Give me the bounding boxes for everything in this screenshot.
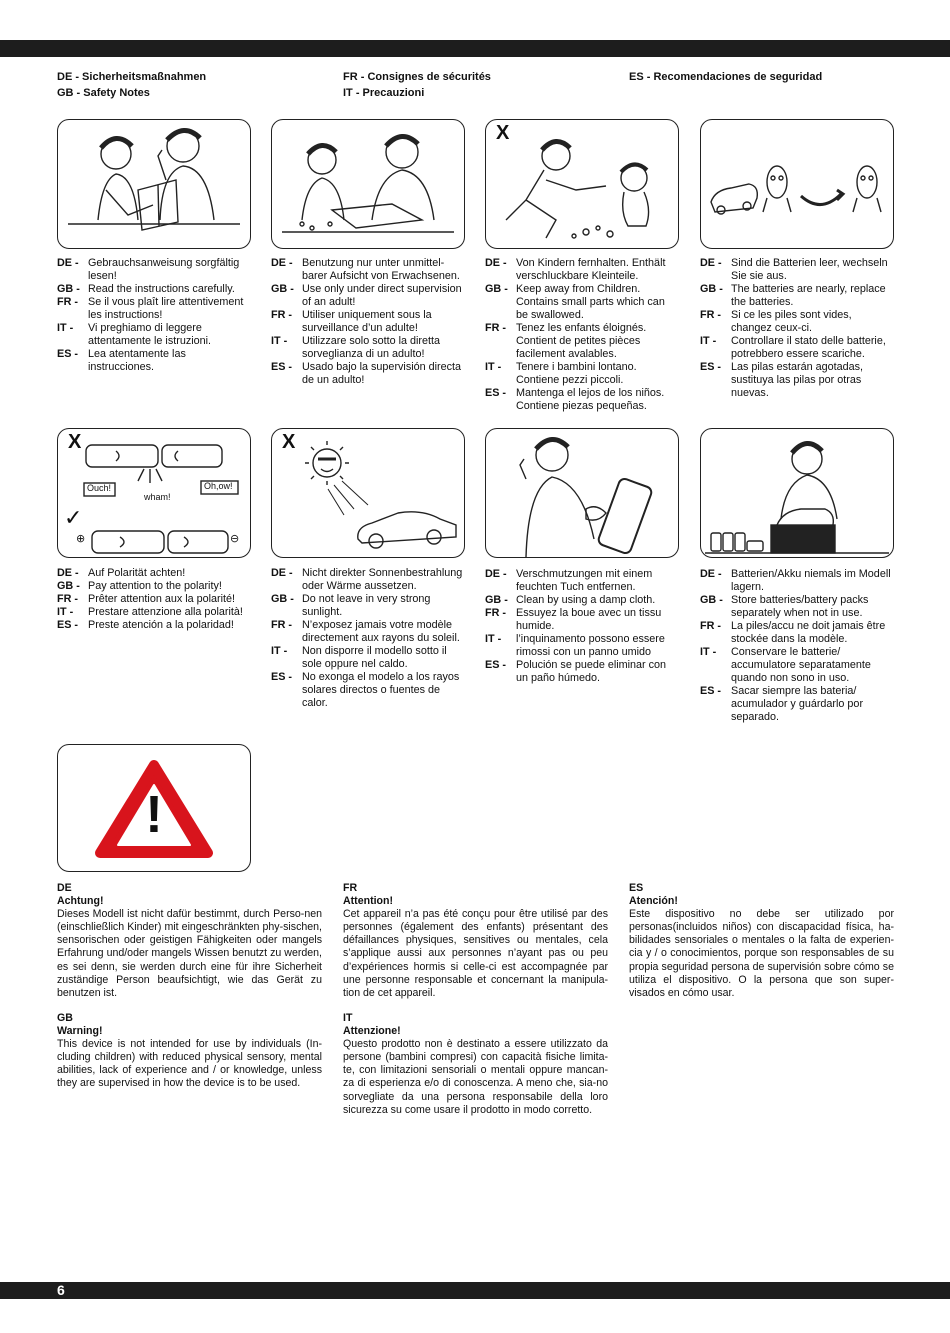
- header-fr: FR - Consignes de sécurités: [343, 71, 491, 83]
- warning-code: FR: [343, 882, 358, 894]
- warning-gb: [57, 1012, 322, 1091]
- lang-label: GB -: [700, 283, 723, 295]
- note-text: l’inquinamento possono essere rimossi con un panno umido: [516, 633, 665, 658]
- note-row: [700, 309, 892, 335]
- note-text: Tenere i bambini lontano. Contiene pezzi piccoli.: [516, 361, 637, 386]
- note-text: Use only under direct supervision of an adult!: [302, 283, 462, 308]
- panel-polarity: [57, 428, 251, 558]
- note-row: [57, 619, 249, 632]
- note-row: [700, 257, 892, 283]
- lang-label: GB -: [271, 593, 294, 605]
- warning-title: Attention!: [343, 895, 394, 908]
- note-row: [57, 580, 249, 593]
- lang-label: FR -: [57, 296, 78, 308]
- note-row: [271, 361, 463, 387]
- note-row: [271, 567, 463, 593]
- note-text: Nicht direkter Sonnenbestrahlung oder Wärme aussetzen.: [302, 567, 463, 592]
- note-text: Von Kindern fernhalten. Enthält verschluckbare Kleinteile.: [516, 257, 666, 282]
- battery-storage-illustration: [701, 429, 893, 557]
- bottom-bar: [0, 1282, 950, 1299]
- note-text: Utilizzare solo sotto la diretta sorveglianza di un adulto!: [302, 335, 441, 360]
- lang-label: FR -: [700, 620, 721, 632]
- note-text: Batterien/Akku niemals im Modell lagern.: [731, 568, 891, 593]
- note-text: Usado bajo la supervisión directa de un adulto!: [302, 361, 462, 386]
- notes-adult-supervision: [271, 257, 463, 387]
- note-row: [271, 645, 463, 671]
- note-row: [57, 257, 249, 283]
- note-row: [57, 322, 249, 348]
- note-text: Sacar siempre las bateria/ acumulador y guárdarlo por separado.: [731, 685, 864, 723]
- note-text: The batteries are nearly, replace the batteries.: [731, 283, 886, 308]
- lang-label: IT -: [271, 335, 288, 347]
- warning-title: Warning!: [57, 1025, 103, 1038]
- note-text: Auf Polarität achten!: [88, 567, 186, 579]
- notes-replace-batteries: [700, 257, 892, 400]
- warning-it: [343, 1012, 608, 1117]
- note-row: [700, 620, 892, 646]
- note-row: [485, 568, 677, 594]
- lang-label: FR -: [271, 309, 292, 321]
- note-text: Tenez les enfants éloignés. Contient de petites pièces facilement avalables.: [516, 322, 647, 360]
- notes-store-batteries: [700, 568, 892, 724]
- note-row: [700, 685, 892, 724]
- panel-adult-supervision: [271, 119, 465, 249]
- note-text: Conservare le batterie/ accumulatore separatamente quando non sono in uso.: [731, 646, 871, 684]
- lang-label: ES -: [271, 671, 292, 683]
- lang-label: FR -: [271, 619, 292, 631]
- warning-title: Achtung!: [57, 895, 104, 908]
- note-row: [700, 335, 892, 361]
- note-row: [485, 607, 677, 633]
- reading-people-illustration: [58, 120, 250, 248]
- lang-label: GB -: [57, 580, 80, 592]
- note-text: Clean by using a damp cloth.: [516, 594, 656, 606]
- lang-label: GB -: [485, 283, 508, 295]
- lang-label: DE -: [271, 567, 293, 579]
- note-row: [57, 593, 249, 606]
- warning-text: Este dispositivo no debe ser utilizado por personas(incluidos niños) con discapacidad física, ha-bilidades sensoriales o mentales o la falta de experien-cia y / o conocimientos, porque son responsables de su propia seguridad persona de supervisión sobre cómo se utiliza el dispositivo. O la persona que son super-visados en cómo usar.: [629, 908, 894, 999]
- note-row: [271, 309, 463, 335]
- note-row: [700, 361, 892, 400]
- note-row: [271, 335, 463, 361]
- note-row: [485, 633, 677, 659]
- lang-label: FR -: [485, 322, 506, 334]
- warning-code: IT: [343, 1012, 353, 1024]
- warning-text: Cet appareil n’a pas été conçu pour être utilisé par des personnes (également des enfants) présentant des défaillances physiques, sensitives ou mentales, cela s’applique aussi aux personnes n’ayant pas ou peu d’expériences hormis si celle-ci est accompagnée par une personne responsable et concernant la manipula-tion de cet appareil.: [343, 908, 608, 999]
- warning-fr: [343, 882, 608, 1000]
- note-text: Gebrauchsanweisung sorgfältig lesen!: [88, 257, 240, 282]
- top-bar: [0, 40, 950, 57]
- ohow-label: Oh,ow!: [204, 481, 233, 491]
- note-text: Polución se puede eliminar con un paño húmedo.: [516, 659, 667, 684]
- note-text: Verschmutzungen mit einem feuchten Tuch entfernen.: [516, 568, 653, 593]
- note-text: Benutzung nur unter unmittel-barer Aufsicht von Erwachsenen.: [302, 257, 460, 282]
- notes-polarity: [57, 567, 249, 632]
- x-mark-icon: X: [282, 431, 296, 453]
- note-row: [271, 671, 463, 710]
- note-row: [271, 619, 463, 645]
- note-text: N’exposez jamais votre modèle directement aux rayons du soleil.: [302, 619, 460, 644]
- supervision-illustration: [272, 120, 464, 248]
- note-text: Vi preghiamo di leggere attentamente le istruzioni.: [88, 322, 212, 347]
- panel-store-batteries: [700, 428, 894, 558]
- note-text: La piles/accu ne doit jamais être stockée dans la modèle.: [731, 620, 886, 645]
- minus-terminal-icon: ⊖: [230, 533, 240, 545]
- note-text: Essuyez la boue avec un tissu humide.: [516, 607, 662, 632]
- panel-replace-batteries: [700, 119, 894, 249]
- lang-label: FR -: [57, 593, 78, 605]
- lang-label: IT -: [57, 606, 74, 618]
- plus-terminal-icon: ⊕: [76, 533, 86, 545]
- warning-title: Atención!: [629, 895, 678, 908]
- lang-label: GB -: [271, 283, 294, 295]
- check-icon: ✓: [64, 505, 83, 530]
- lang-label: ES -: [57, 619, 78, 631]
- note-text: No exonga el modelo a los rayos solares directos o fuentes de calor.: [302, 671, 460, 709]
- x-mark-icon: X: [68, 431, 82, 453]
- header-de: DE - Sicherheitsmaßnahmen: [57, 71, 207, 83]
- note-text: Do not leave in very strong sunlight.: [302, 593, 431, 618]
- note-row: [485, 594, 677, 607]
- lang-label: DE -: [485, 257, 507, 269]
- lang-label: ES -: [57, 348, 78, 360]
- note-row: [700, 646, 892, 685]
- panel-sunlight: [271, 428, 465, 558]
- lang-label: IT -: [57, 322, 74, 334]
- lang-label: FR -: [700, 309, 721, 321]
- note-row: [485, 283, 677, 322]
- exclamation-glyph: !: [145, 786, 163, 844]
- note-text: Si ce les piles sont vides, changez ceux-ci.: [731, 309, 852, 334]
- note-row: [700, 283, 892, 309]
- note-text: Mantenga el lejos de los niños. Contiene piezas pequeñas.: [516, 387, 665, 412]
- warning-text: This device is not intended for use by individuals (In-cluding children) with reduced physical sensory, mental abilities, lack of experience and / or knowledge, unless they are supervised in how the device is to be used.: [57, 1038, 322, 1090]
- lang-label: GB -: [57, 283, 80, 295]
- warning-code: ES: [629, 882, 644, 894]
- warning-es: [629, 882, 894, 1000]
- notes-keep-from-children: [485, 257, 677, 413]
- panel-cleaning: [485, 428, 679, 558]
- note-text: Sind die Batterien leer, wechseln Sie sie aus.: [731, 257, 888, 282]
- note-row: [271, 593, 463, 619]
- note-row: [485, 257, 677, 283]
- lang-label: GB -: [485, 594, 508, 606]
- cleaning-car-illustration: [486, 429, 678, 557]
- lang-label: DE -: [271, 257, 293, 269]
- notes-cleaning: [485, 568, 677, 685]
- note-row: [485, 361, 677, 387]
- lang-label: ES -: [700, 685, 721, 697]
- wham-label: wham!: [144, 492, 171, 502]
- note-row: [700, 568, 892, 594]
- note-text: Prêter attention aux la polarité!: [88, 593, 236, 605]
- lang-label: IT -: [700, 335, 717, 347]
- page-number: 6: [57, 1282, 65, 1298]
- note-text: Keep away from Children. Contains small parts which can be swallowed.: [516, 283, 665, 321]
- lang-label: DE -: [700, 257, 722, 269]
- x-mark-icon: X: [496, 122, 510, 144]
- notes-sunlight: [271, 567, 463, 710]
- note-row: [271, 257, 463, 283]
- lang-label: ES -: [700, 361, 721, 373]
- note-row: [57, 283, 249, 296]
- lang-label: IT -: [271, 645, 288, 657]
- header-gb: GB - Safety Notes: [57, 86, 150, 99]
- note-row: [57, 348, 249, 374]
- header-es: ES - Recomendaciones de seguridad: [629, 71, 823, 83]
- warning-text: Dieses Modell ist nicht dafür bestimmt, durch Perso-nen (einschließlich Kinder) mit eingeschränkten phy-sischen, sensorischen oder geistigen Fähigkeiten oder mangels Erfahrung und/oder mangels Wissen benutzt zu werden, es sei denn, sie werden durch eine für ihre Sicherheit zuständige Person beaufsichtigt, wie das Gerät zu benutzen ist.: [57, 908, 322, 999]
- note-text: Lea atentamente las instrucciones.: [88, 348, 186, 373]
- lang-label: DE -: [485, 568, 507, 580]
- note-text: Las pilas estarán agotadas, sustituya las pilas por otras nuevas.: [731, 361, 864, 399]
- lang-label: ES -: [485, 659, 506, 671]
- note-text: Read the instructions carefully.: [88, 283, 235, 295]
- note-row: [485, 322, 677, 361]
- note-row: [57, 296, 249, 322]
- lang-label: DE -: [57, 567, 79, 579]
- lang-label: IT -: [485, 361, 502, 373]
- warning-de: [57, 882, 322, 1000]
- panel-read-instructions: [57, 119, 251, 249]
- note-row: [271, 283, 463, 309]
- note-text: Pay attention to the polarity!: [88, 580, 222, 592]
- header-it: IT - Precauzioni: [343, 86, 425, 99]
- warning-code: GB: [57, 1012, 73, 1024]
- note-row: [700, 594, 892, 620]
- note-text: Controllare il stato delle batterie, potrebbero essere scariche.: [731, 335, 886, 360]
- warning-text: Questo prodotto non è destinato a essere utilizzato da persone (bambini compresi) con capacità fisiche limita-te, con limitazioni sensoriali o mentali oppure mancan-za di esperienza e/o di conoscenza. A meno che, sia-no sorvegliate da una persona responsabile della loro sicurezza su come usare il prodotto in modo corretto.: [343, 1038, 608, 1116]
- note-text: Store batteries/battery packs separately when not in use.: [731, 594, 869, 619]
- note-row: [485, 387, 677, 413]
- lang-label: IT -: [700, 646, 717, 658]
- note-text: Prestare attenzione alla polarità!: [88, 606, 243, 618]
- lang-label: ES -: [485, 387, 506, 399]
- battery-replace-illustration: [701, 120, 893, 248]
- note-text: Utiliser uniquement sous la surveillance d’un adulte!: [302, 309, 432, 334]
- note-text: Non disporre il modello sotto il sole oppure nel caldo.: [302, 645, 447, 670]
- note-text: Se il vous plaît lire attentivement les instructions!: [88, 296, 244, 321]
- notes-read-instructions: [57, 257, 249, 374]
- note-text: Preste atención a la polaridad!: [88, 619, 234, 631]
- note-row: [485, 659, 677, 685]
- panel-keep-from-children: [485, 119, 679, 249]
- child-reaching-illustration: [486, 120, 678, 248]
- lang-label: DE -: [57, 257, 79, 269]
- lang-label: FR -: [485, 607, 506, 619]
- warning-code: DE: [57, 882, 72, 894]
- sun-car-illustration: [272, 429, 464, 557]
- ouch-label: Ouch!: [87, 483, 112, 493]
- lang-label: DE -: [700, 568, 722, 580]
- note-row: [57, 567, 249, 580]
- note-row: [57, 606, 249, 619]
- lang-label: ES -: [271, 361, 292, 373]
- warning-panel: [57, 744, 251, 872]
- warning-title: Attenzione!: [343, 1025, 401, 1038]
- lang-label: IT -: [485, 633, 502, 645]
- lang-label: GB -: [700, 594, 723, 606]
